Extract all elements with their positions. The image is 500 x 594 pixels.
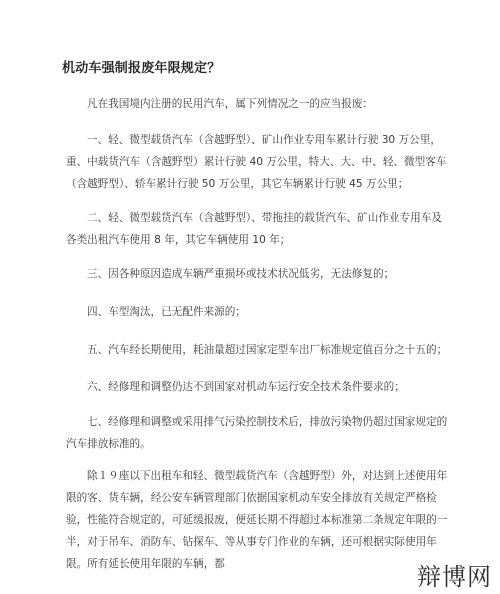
paragraph-3: 三、因各种原因造成车辆严重损坏或技术状况低劣，无法修复的； [87,268,395,280]
paragraph-2: 二、轻、微型载货汽车（含越野型）、带拖挂的载货汽车、矿山作业专用车及各类出租汽车使用 8 年，其它车辆使用 10 年； [66,212,442,246]
paragraph-7: 七、经修理和调整或采用排气污染控制技术后，排放污染物仍超过国家规定的汽车排放标准的。 [66,416,448,450]
paragraph-1: 一、轻、微型载货汽车（含越野型）、矿山作业专用车累计行驶 30 万公里，重、中载货汽车（含越野型）累计行驶 40 万公里，特大、大、中、轻、微型客车（含越野型）、轿车累计行驶 50 万公里，其它车辆累计行驶 45 万公里； [66,134,447,190]
site-watermark: 辩博网 [417,563,492,591]
intro-paragraph: 凡在我国境内注册的民用汽车，属下列情况之一的应当报废： [87,98,374,110]
paragraph-4: 四、车型淘汰，已无配件来源的； [87,306,246,318]
paragraph-8: 除１９座以下出租车和轻、微型载货汽车（含越野型）外，对达到上述使用年限的客、货车辆，经公安车辆管理部门依据国家机动车安全排放有关规定严格检验，性能符合规定的，可延缓报废，便延长期不得超过本标准第二条规定年限的一半，对于吊车、消防车、钻探车、等从事专门作业的车辆，还可根据实际使用年限。所有延长使用年限的车辆，都 [66,470,448,570]
page-title: 机动车强制报废年限规定？ [62,61,221,76]
paragraph-6: 六、经修理和调整仍达不到国家对机动车运行安全技术条件要求的； [87,381,405,393]
paragraph-5: 五、汽车经长期使用，耗油量超过国家定型车出厂标准规定值百分之十五的； [87,344,448,356]
